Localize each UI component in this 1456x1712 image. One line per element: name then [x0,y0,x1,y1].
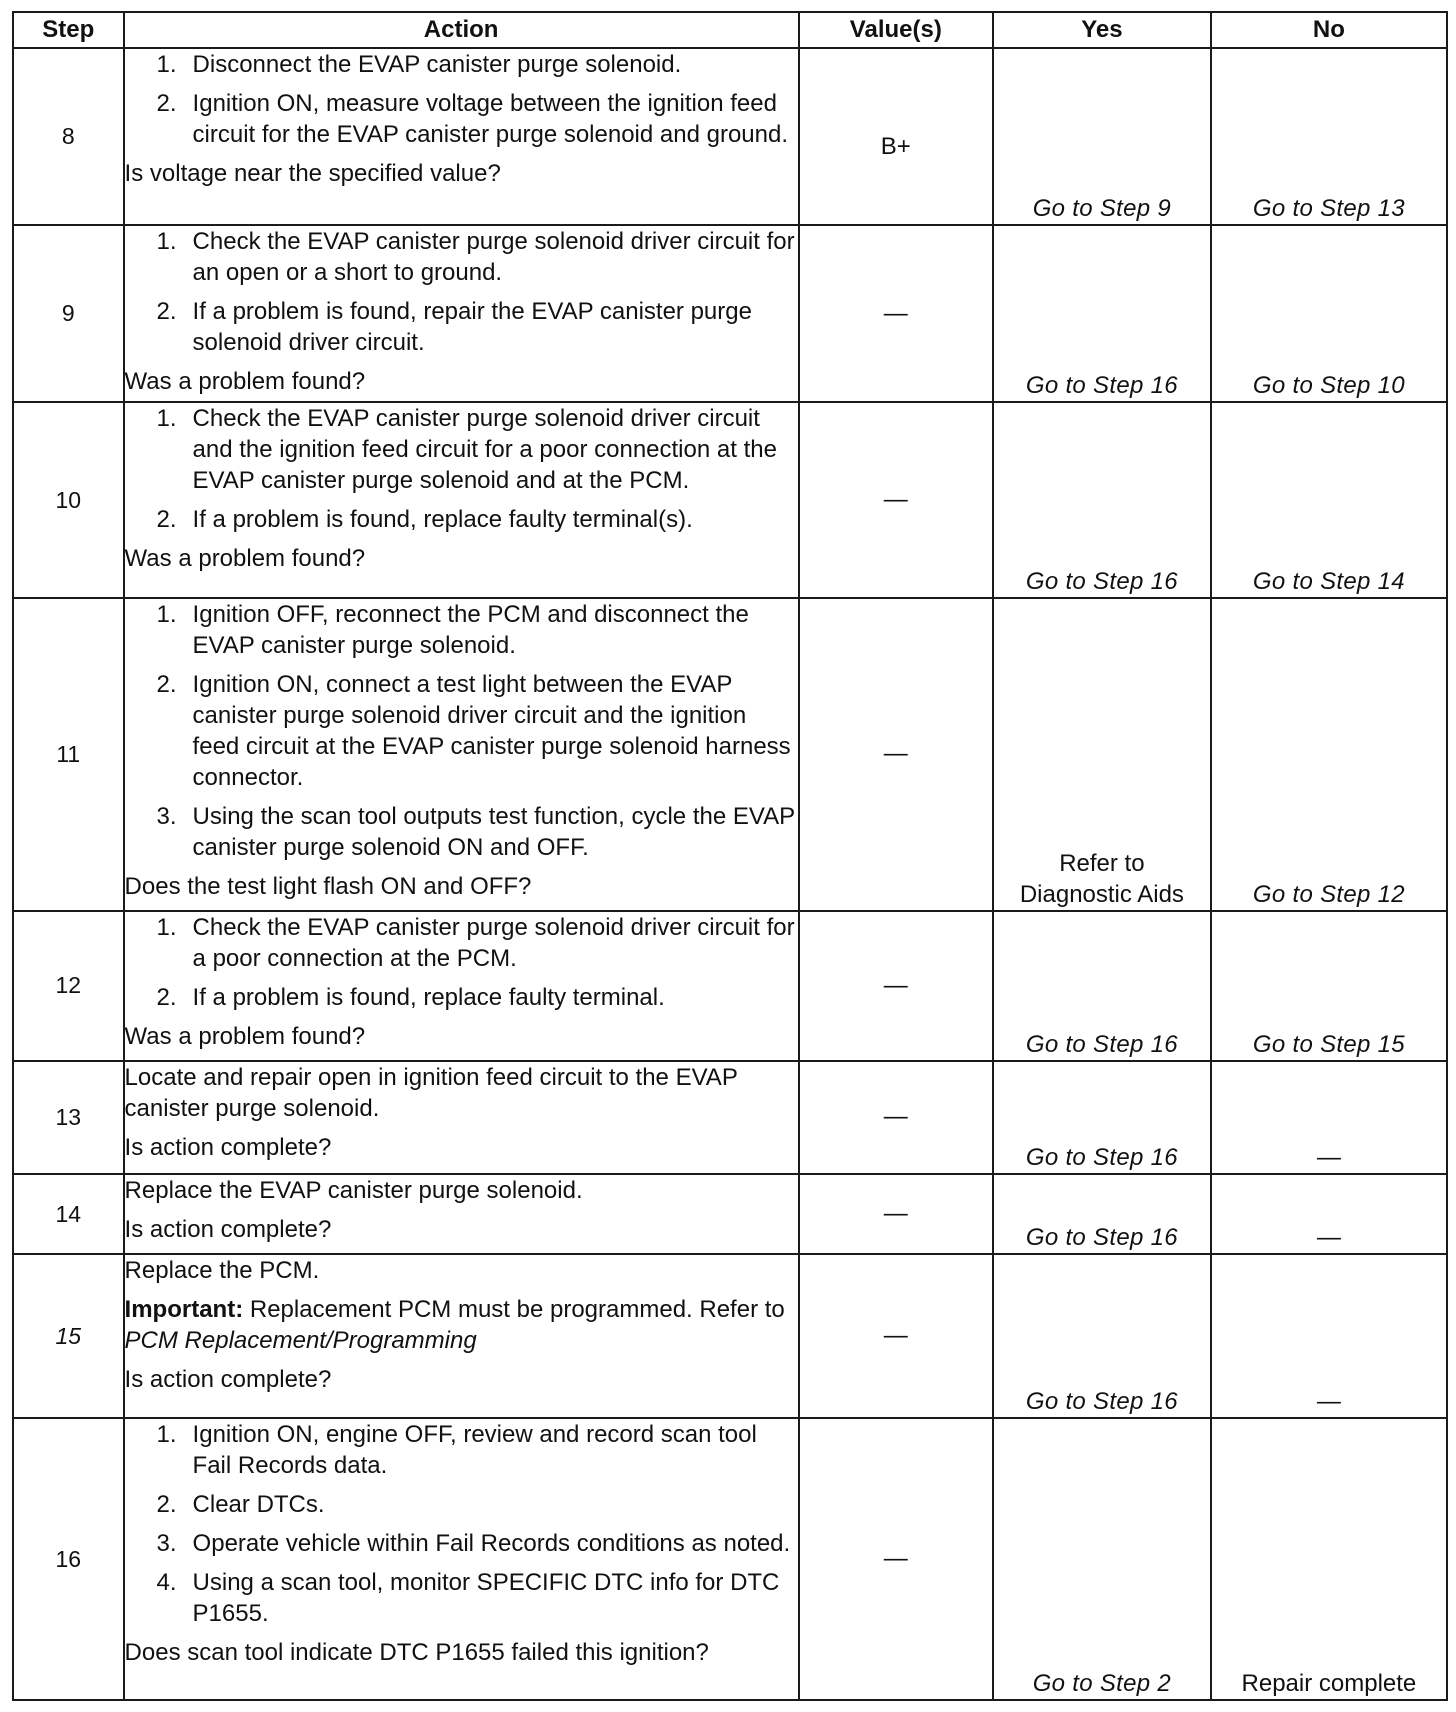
important-label: Important: [124,1296,244,1324]
header-action: Action [124,12,799,48]
action-item: 1. Disconnect the EVAP canister purge solenoid. [156,51,682,78]
value-cell: — [799,1418,993,1700]
action-cell [124,911,799,1061]
value-cell: — [799,1174,993,1254]
value-cell: — [799,1254,993,1418]
table-row [13,1174,1447,1254]
action-question: Is action complete? [124,1215,332,1243]
action-question: Is voltage near the specified value? [124,160,501,187]
value-cell: — [799,225,993,403]
step-number: 16 [13,1418,124,1700]
action-item: 2. Ignition ON, measure voltage between the ignition feed circuit for the EVAP canister purge solenoid and ground. [156,90,789,148]
action-cell [124,402,799,597]
table-row [13,1061,1447,1174]
action-item: 1. Check the EVAP canister purge solenoid driver circuit for a poor connection at the PCM. [156,913,795,972]
action-question: Was a problem found? [124,1022,366,1050]
header-row [13,12,1447,48]
yes-line: Diagnostic Aids [1019,880,1184,908]
action-item: 2. If a problem is found, replace faulty terminal. [156,983,665,1011]
action-cell [124,1254,799,1418]
yes-cell: Go to Step 16 [993,1061,1211,1174]
action-text: Replace the EVAP canister purge solenoid. [124,1176,583,1204]
action-question: Was a problem found? [124,545,366,573]
header-step: Step [13,12,124,48]
action-item: 2. Ignition ON, connect a test light between the EVAP canister purge solenoid driver circuit and the ignition feed circuit at the EVAP canister purge solenoid harness connector. [156,670,791,791]
table-row [13,911,1447,1061]
diagnostic-table [12,11,1448,1701]
no-cell: — [1211,1174,1447,1254]
action-question: Does scan tool indicate DTC P1655 failed this ignition? [124,1639,709,1667]
action-question: Is action complete? [124,1366,332,1394]
value-cell: B+ [799,48,993,225]
yes-line: Refer to [1059,849,1145,877]
step-number: 8 [13,48,124,225]
table-row [13,402,1447,597]
step-number: 12 [13,911,124,1061]
table-row [13,598,1447,911]
step-number: 15 [13,1254,124,1418]
value-cell: — [799,1061,993,1174]
action-text: Replace the PCM. [124,1257,320,1285]
yes-cell [993,598,1211,911]
step-number: 13 [13,1061,124,1174]
table-row [13,1254,1447,1418]
action-question: Was a problem found? [124,367,366,395]
no-cell: Go to Step 10 [1211,225,1447,403]
no-cell: Go to Step 15 [1211,911,1447,1061]
no-cell: — [1211,1061,1447,1174]
step-number: 10 [13,402,124,597]
table-row [13,48,1447,225]
action-item: 2. Clear DTCs. [156,1491,325,1519]
action-item: 4. Using a scan tool, monitor SPECIFIC DTC info for DTC P1655. [156,1569,780,1628]
action-cell [124,598,799,911]
yes-cell: Go to Step 16 [993,402,1211,597]
step-number: 9 [13,225,124,403]
important-note [125,1294,798,1356]
header-values: Value(s) [799,12,993,48]
yes-cell: Go to Step 16 [993,1254,1211,1418]
no-cell: Go to Step 12 [1211,598,1447,911]
yes-cell: Go to Step 16 [993,225,1211,403]
action-item: 2. If a problem is found, replace faulty terminal(s). [156,506,693,534]
action-item: 1. Ignition OFF, reconnect the PCM and disconnect the EVAP canister purge solenoid. [156,600,749,659]
action-cell [124,1418,799,1700]
no-cell: — [1211,1254,1447,1418]
important-reference: PCM Replacement/Programming [124,1327,477,1355]
action-item: 2. If a problem is found, repair the EVAP canister purge solenoid driver circuit. [156,297,752,356]
yes-cell: Go to Step 16 [993,1174,1211,1254]
no-cell: Repair complete [1211,1418,1447,1700]
header-no: No [1211,12,1447,48]
no-cell: Go to Step 14 [1211,402,1447,597]
yes-cell: Go to Step 16 [993,911,1211,1061]
yes-cell: Go to Step 2 [993,1418,1211,1700]
no-cell: Go to Step 13 [1211,48,1447,225]
value-cell: — [799,911,993,1061]
table-row [13,1418,1447,1700]
action-item: 1. Check the EVAP canister purge solenoid driver circuit for an open or a short to ground. [156,227,795,286]
important-text: Replacement PCM must be programmed. Refer to [243,1296,785,1324]
action-item: 3. Operate vehicle within Fail Records conditions as noted. [156,1530,791,1558]
action-cell [124,48,799,225]
action-question: Is action complete? [124,1133,332,1161]
yes-cell: Go to Step 9 [993,48,1211,225]
action-item: 1. Check the EVAP canister purge solenoid driver circuit and the ignition feed circuit for a poor connection at the EVAP canister purge solenoid and at the PCM. [156,405,777,495]
header-yes: Yes [993,12,1211,48]
value-cell: — [799,598,993,911]
action-cell [124,1174,799,1254]
step-number: 11 [13,598,124,911]
action-cell [124,225,799,403]
value-cell: — [799,402,993,597]
action-item: 1. Ignition ON, engine OFF, review and record scan tool Fail Records data. [156,1421,757,1480]
action-text: Locate and repair open in ignition feed circuit to the EVAP canister purge solenoid. [124,1063,738,1122]
action-item: 3. Using the scan tool outputs test function, cycle the EVAP canister purge solenoid ON and OFF. [156,802,795,861]
step-number: 14 [13,1174,124,1254]
action-cell [124,1061,799,1174]
table-row [13,225,1447,403]
action-question: Does the test light flash ON and OFF? [124,872,532,900]
